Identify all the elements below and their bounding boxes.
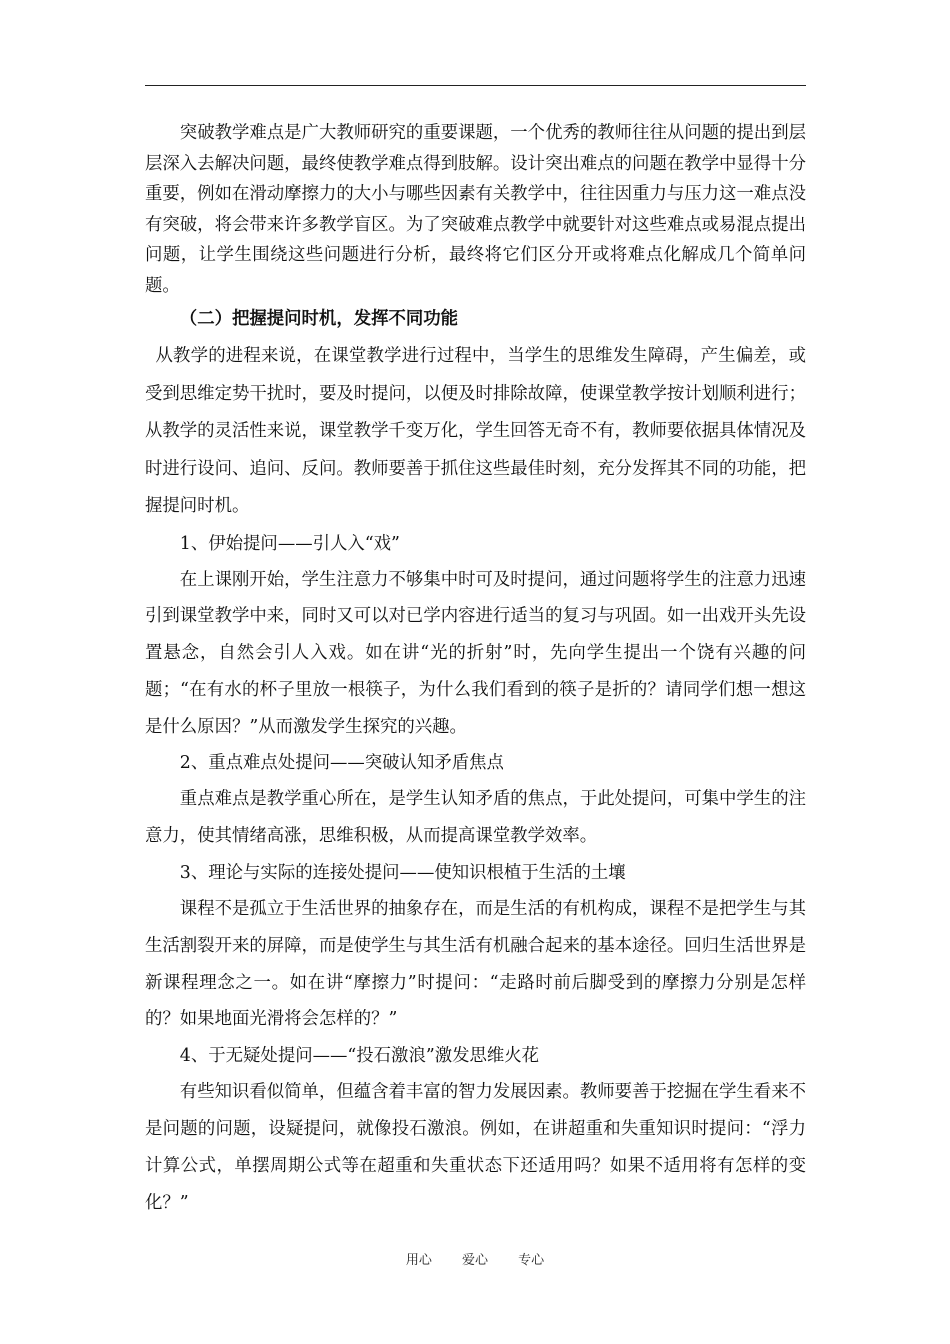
paragraph-3: 课程不是孤立于生活世界的抽象存在，而是生活的有机构成，课程不是把学生与其生活割裂开来的屏障，而是使学生与其生活有机融合起来的基本途径。回归生活世界是新课程理念之一。如在讲“摩擦力”时提问：“走路时前后脚受到的摩擦力分别是怎样的？如果地面光滑将会怎样的？” bbox=[145, 899, 806, 1030]
page-footer bbox=[0, 1249, 950, 1268]
subheading-3: 3、理论与实际的连接处提问——使知识根植于生活的土壤 bbox=[179, 863, 626, 884]
paragraph-4: 有些知识看似简单，但蕴含着丰富的智力发展因素。教师要善于挖掘在学生看来不是问题的问题，设疑提问，就像投石激浪。例如，在讲超重和失重知识时提问：“浮力计算公式，单摆周期公式等在超重和失重状态下还适用吗？如果不适用将有怎样的变化？” bbox=[145, 1082, 806, 1213]
footer-item: 用心 bbox=[405, 1253, 432, 1268]
section-heading: （二）把握提问时机，发挥不同功能 bbox=[179, 309, 459, 329]
subheading-1: 1、伊始提问——引人入“戏” bbox=[179, 533, 400, 554]
footer-item: 爱心 bbox=[461, 1253, 488, 1268]
paragraph-timing: 从教学的进程来说，在课堂教学进行过程中，当学生的思维发生障碍，产生偏差，或受到思维定势干扰时，要及时提问，以便及时排除故障，使课堂教学按计划顺利进行；从教学的灵活性来说，课堂教学千变万化，学生回答无奇不有，教师要依据具体情况及时进行设问、追问、反问。教师要善于抓住这些最佳时刻，充分发挥其不同的功能，把握提问时机。 bbox=[145, 346, 806, 516]
header-rule bbox=[145, 85, 806, 86]
subheading-4: 4、于无疑处提问——“投石激浪”激发思维火花 bbox=[179, 1046, 540, 1067]
paragraph-difficulty: 突破教学难点是广大教师研究的重要课题，一个优秀的教师往往从问题的提出到层层深入去解决问题，最终使教学难点得到肢解。设计突出难点的问题在教学中显得十分重要，例如在滑动摩擦力的大小与哪些因素有关教学中，往往因重力与压力这一难点没有突破，将会带来许多教学盲区。为了突破难点教学中就要针对这些难点或易混点提出问题，让学生围绕这些问题进行分析，最终将它们区分开或将难点化解成几个简单问题。 bbox=[145, 123, 806, 296]
paragraph-2: 重点难点是教学重心所在，是学生认知矛盾的焦点，于此处提问，可集中学生的注意力，使其情绪高涨，思维积极，从而提高课堂教学效率。 bbox=[145, 789, 806, 847]
subheading-2: 2、重点难点处提问——突破认知矛盾焦点 bbox=[179, 753, 504, 774]
footer-item: 专心 bbox=[518, 1253, 545, 1268]
paragraph-1: 在上课刚开始，学生注意力不够集中时可及时提问，通过问题将学生的注意力迅速引到课堂教学中来，同时又可以对已学内容进行适当的复习与巩固。如一出戏开头先设置悬念，自然会引人入戏。如在讲“光的折射”时，先向学生提出一个饶有兴趣的问题；“在有水的杯子里放一根筷子，为什么我们看到的筷子是折的？请同学们想一想这是什么原因？”从而激发学生探究的兴趣。 bbox=[145, 569, 806, 737]
document-body bbox=[145, 118, 806, 1221]
